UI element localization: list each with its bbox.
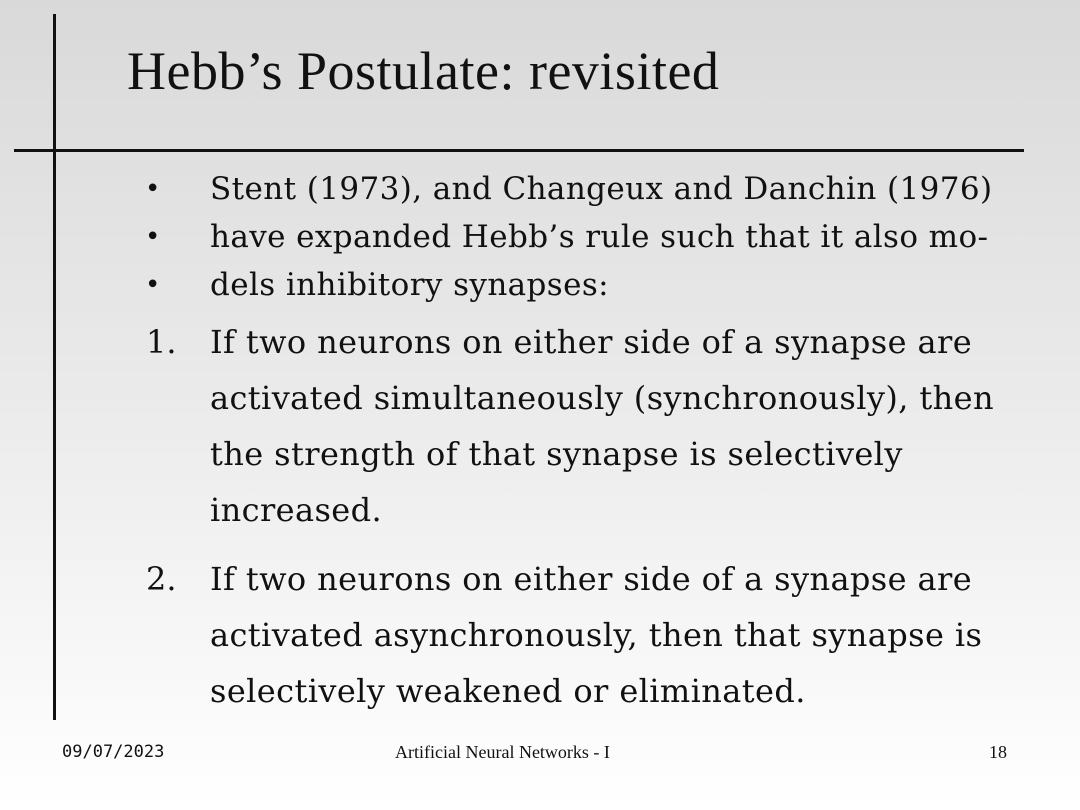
text-line: activated simultaneously (synchronously), then xyxy=(210,379,994,417)
bullet-text: Stent (1973), and Changeux and Danchin (1976) xyxy=(210,171,993,207)
numbered-item-text xyxy=(210,314,1030,538)
vertical-divider-line xyxy=(53,14,56,720)
text-line: If two neurons on either side of a synapse are xyxy=(210,323,973,361)
text-line: If two neurons on either side of a synapse are xyxy=(210,560,973,598)
bullet-dot-icon: • xyxy=(145,270,161,300)
text-line: the strength of that synapse is selectively xyxy=(210,435,903,473)
slide-title: Hebb’s Postulate: revisited xyxy=(127,41,720,101)
bullet-dot-icon: • xyxy=(145,222,161,252)
numbered-item-label: 1. xyxy=(146,323,177,361)
numbered-item-2 xyxy=(140,551,1030,719)
numbered-item-text xyxy=(210,551,1030,719)
footer-course-title: Artificial Neural Networks - I xyxy=(395,742,610,762)
footer-date: 09/07/2023 xyxy=(62,742,165,762)
text-line: activated asynchronously, then that synapse is xyxy=(210,616,983,654)
text-line: increased. xyxy=(210,491,383,529)
bullet-text: have expanded Hebb’s rule such that it also mo- xyxy=(210,219,989,255)
horizontal-divider-line xyxy=(14,149,1024,152)
text-line: selectively weakened or eliminated. xyxy=(210,672,806,710)
bullet-text: dels inhibitory synapses: xyxy=(210,267,610,303)
numbered-item-label: 2. xyxy=(146,560,177,598)
numbered-item-1 xyxy=(140,314,1030,538)
bullet-dot-icon: • xyxy=(145,174,161,204)
footer-page-number: 18 xyxy=(989,742,1007,762)
